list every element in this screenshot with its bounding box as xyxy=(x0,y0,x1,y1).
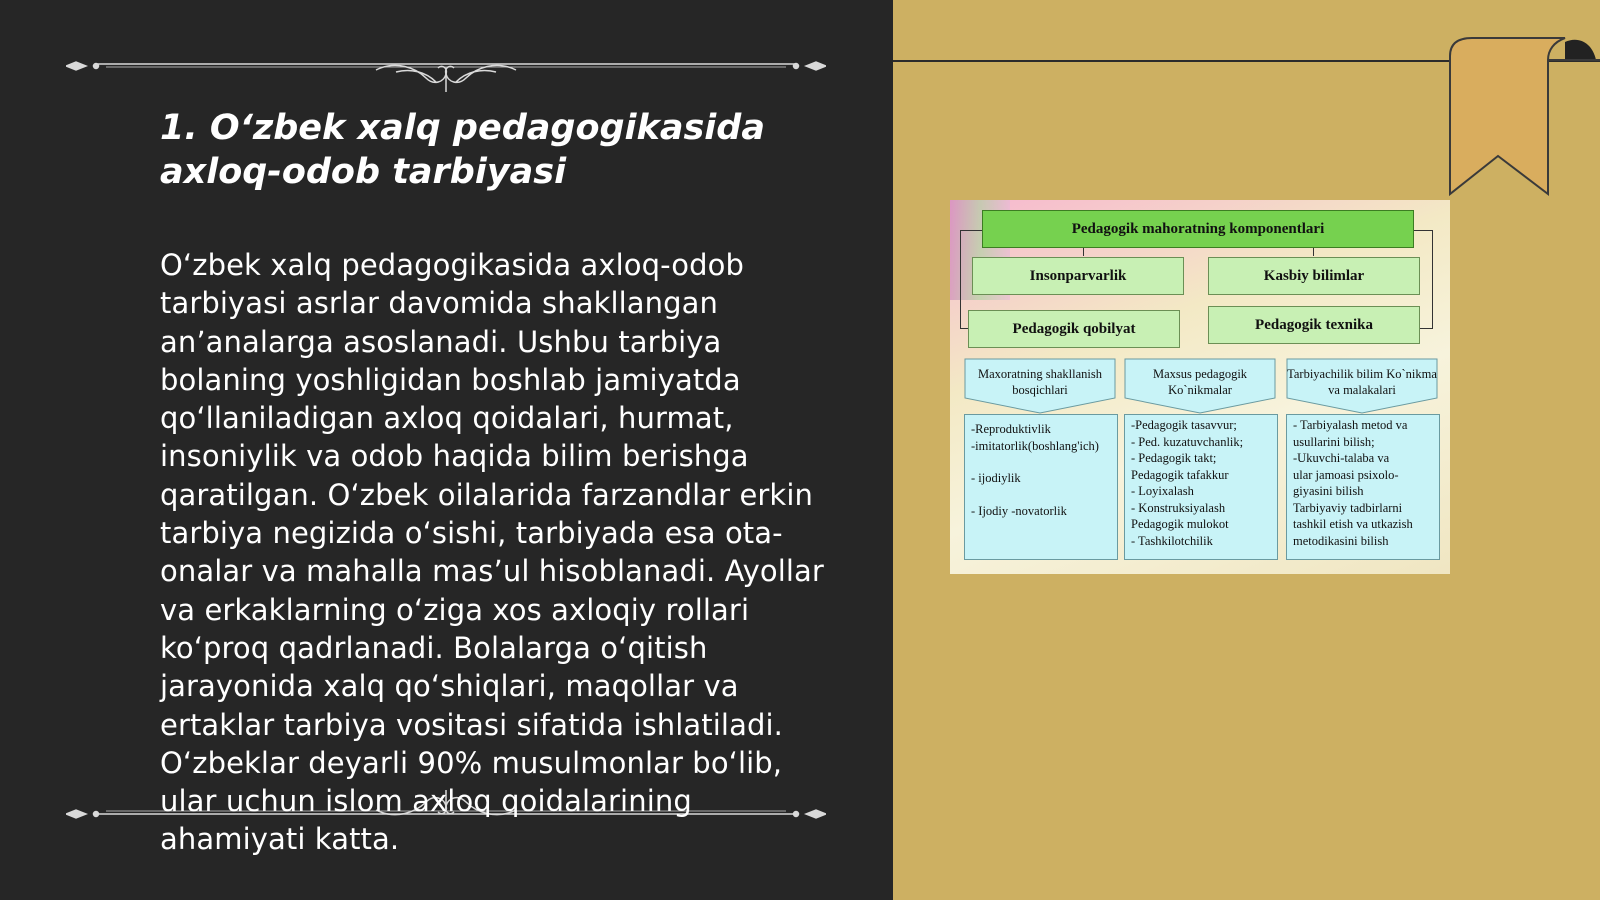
connector-line xyxy=(1083,248,1084,256)
connector-line xyxy=(1313,248,1314,256)
column-heading-1: Maxoratning shakllanish bosqichlari xyxy=(978,367,1102,397)
ornament-divider-top xyxy=(66,42,826,92)
list-item: Pedagogik tafakkur xyxy=(1131,467,1229,482)
column-list-2 xyxy=(1124,414,1278,560)
list-item: Pedagogik mulokot xyxy=(1131,517,1229,531)
component-box-1: Insonparvarlik xyxy=(972,257,1184,295)
list-item: -Reproduktivlik xyxy=(971,422,1051,436)
list-item: - Konstruksiyalash xyxy=(1131,500,1226,515)
component-box-3: Pedagogik qobilyat xyxy=(968,310,1180,348)
column-heading-3: Tarbiyachilik bilim Ko`nikma va malakalari xyxy=(1287,367,1437,397)
connector-line xyxy=(960,230,982,231)
list-item: -imitatorlik(boshlang'ich) xyxy=(971,438,1099,453)
connector-line xyxy=(1414,230,1432,231)
list-item: -Pedagogik tasavvur; xyxy=(1131,418,1237,432)
list-item: tashkil etish va utkazish xyxy=(1293,517,1413,531)
list-item: giyasini bilish xyxy=(1293,484,1364,498)
list-item: - Tarbiyalash metod va xyxy=(1293,418,1408,432)
list-item: - Loyixalash xyxy=(1131,484,1194,498)
list-item: Tarbiyaviy tadbirlarni xyxy=(1293,500,1403,515)
diagram-header: Pedagogik mahoratning komponentlari xyxy=(982,210,1414,248)
list-item: ular jamoasi psixolo- xyxy=(1293,467,1399,482)
connector-line xyxy=(1432,230,1433,328)
list-item: - Ped. kuzatuvchanlik; xyxy=(1131,434,1244,449)
component-box-4: Pedagogik texnika xyxy=(1208,306,1420,344)
connector-line xyxy=(960,230,961,328)
list-item: - Ijodiy -novatorlik xyxy=(971,503,1067,518)
slide-title: 1. O‘zbek xalq pedagogikasida axloq-odob tarbiyasi xyxy=(160,108,765,192)
list-item: metodikasini bilish xyxy=(1293,533,1389,548)
pedagogy-diagram xyxy=(950,200,1450,574)
column-heading-2: Maxsus pedagogik Ko`nikmalar xyxy=(1152,367,1248,397)
list-item: -Ukuvchi-talaba va xyxy=(1293,451,1390,465)
bookmark-icon xyxy=(1430,34,1600,199)
list-item: - Pedagogik takt; xyxy=(1131,451,1217,465)
list-item: usullarini bilish; xyxy=(1293,434,1375,449)
list-item: - ijodiylik xyxy=(971,471,1021,485)
column-list-3 xyxy=(1286,414,1440,560)
component-box-2: Kasbiy bilimlar xyxy=(1208,257,1420,295)
slide-body-text: O‘zbek xalq pedagogikasida axloq-odob tarbiyasi asrlar davomida shakllangan an’analarga asoslanadi. Ushbu tarbiya bolaning yoshligidan boshlab jamiyatda qo‘llaniladigan axloq qoidalari, hurmat, insoniylik va odob haqida bilim berishga qaratilgan. O‘zbek oilalarida farzandlar erkin tarbiya negizida o‘sishi, tarbiyada esa ota-onalar va mahalla mas’ul hisoblanadi. Ayollar va erkaklarning o‘ziga xos axloqiy rollari ko‘proq qadrlanadi. Bolalarga o‘qitish jarayonida xalq qo‘shiqlari, maqollar va ertaklar tarbiya vositasi sifatida ishlatiladi. O‘zbeklar deyarli 90% musulmonlar bo‘lib, ular uchun islom axloq qoidalarining ahamiyati katta. xyxy=(160,248,824,857)
list-item: - Tashkilotchilik xyxy=(1131,533,1213,548)
column-list-1 xyxy=(964,414,1118,560)
